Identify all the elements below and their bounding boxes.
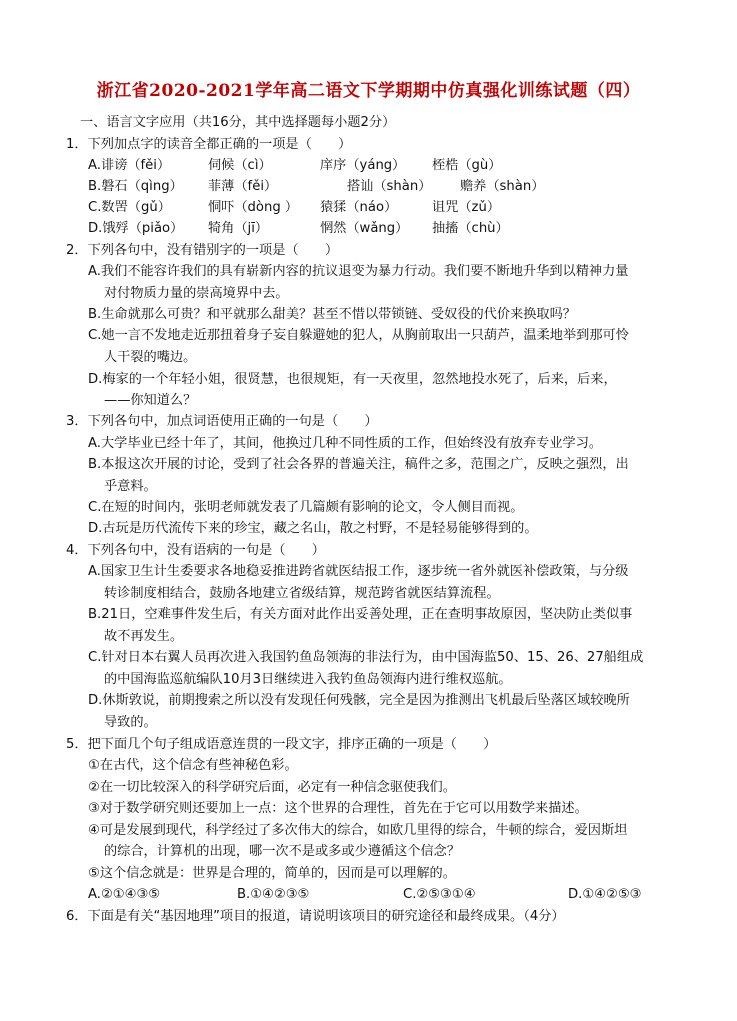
q4-option-a-cont: 转诊制度相结合，鼓励各地建立省级结算，规范跨省就医结算流程。	[104, 586, 500, 601]
q1-option: 惘然（wǎng）	[320, 221, 409, 236]
section-heading: 一、语言文字应用（共16分，其中选择题每小题2分）	[80, 115, 396, 130]
question-4-stem: 4．下列各句中，没有语病的一句是（ ）	[66, 543, 325, 558]
q5-sentence-1: ①在古代，这个信念有些神秘色彩。	[88, 758, 298, 773]
q1-option: 犄角（jī）	[208, 221, 269, 236]
q5-option-c: C.②⑤③①④	[403, 887, 476, 902]
q2-option-c-cont: 人干裂的嘴边。	[104, 350, 197, 365]
question-6-stem: 6．下面是有关“基因地理”项目的报道，请说明该项目的研究途径和最终成果。（4分）	[66, 909, 565, 924]
question-3-stem: 3．下列各句中，加点词语使用正确的一句是（ ）	[66, 414, 378, 429]
q1-option: 伺候（cì）	[208, 158, 272, 173]
q4-option-c: C.针对日本右翼人员再次进入我国钓鱼岛领海的非法行为，由中国海监50、15、26、27船组成	[88, 650, 644, 665]
q2-option-a: A.我们不能容许我们的具有崭新内容的抗议退变为暴力行动。我们要不断地升华到以精神力量	[88, 264, 629, 279]
q1-option: 赡养（shàn）	[460, 179, 545, 194]
q5-option-a: A.②①④③⑤	[88, 887, 161, 902]
q3-option-c: C.在短的时间内，张明老师就发表了几篇颇有影响的论文，令人侧目而视。	[88, 500, 524, 515]
q2-option-d-cont: ——你知道么？	[104, 393, 197, 408]
q1-option: A.诽谤（fěi）	[88, 158, 171, 173]
page-title: 浙江省2020-2021学年高二语文下学期期中仿真强化训练试题（四）	[96, 81, 641, 101]
q5-sentence-4: ④可是发展到现代，科学经过了多次伟大的综合，如欧几里得的综合，牛顿的综合，爱因斯坦	[88, 823, 628, 838]
q5-option-d: D.①④②⑤③	[568, 887, 642, 902]
q1-option: 桎梏（gù）	[432, 158, 502, 173]
q5-option-b: B.①④②③⑤	[237, 887, 310, 902]
q4-option-c-cont: 的中国海监巡航编队10月3日继续进入我钓鱼岛领海内进行维权巡航。	[104, 672, 512, 687]
q4-option-d-cont: 导致的。	[104, 715, 157, 730]
q5-sentence-3: ③对于数学研究则还要加上一点：这个世界的合理性，首先在于它可以用数学来描述。	[88, 801, 588, 816]
q5-sentence-5: ⑤这个信念就是：世界是合理的，简单的，因而是可以理解的。	[88, 866, 456, 881]
q3-option-b-cont: 乎意料。	[104, 479, 157, 494]
q3-option-d: D.古玩是历代流传下来的珍宝，藏之名山，散之村野，不是轻易能够得到的。	[88, 521, 538, 536]
q1-option: B.磐石（qìng）	[88, 179, 183, 194]
q1-option: 猿猱（náo）	[320, 200, 398, 215]
question-1-stem: 1．下列加点字的读音全都正确的一项是（ ）	[66, 137, 352, 152]
q3-option-b: B.本报这次开展的讨论，受到了社会各界的普遍关注，稿件之多，范围之广，反映之强烈，出	[88, 457, 629, 472]
q1-option: 抽搐（chù）	[432, 221, 509, 236]
q3-option-a: A.大学毕业已经十年了，其间，他换过几种不同性质的工作，但始终没有放弃专业学习。	[88, 436, 603, 451]
q4-option-b: B.21日，空难事件发生后，有关方面对此作出妥善处理，正在查明事故原因，坚决防止类似事	[88, 607, 633, 622]
q1-option: 菲薄（fěi）	[208, 179, 278, 194]
q1-option: D.饿殍（piǎo）	[88, 221, 184, 236]
q1-option: 诅咒（zǔ）	[432, 200, 501, 215]
q1-option: C.数罟（gǔ）	[88, 200, 171, 215]
q1-option: 庠序（yáng）	[320, 158, 406, 173]
question-2-stem: 2．下列各句中，没有错别字的一项是（ ）	[66, 243, 339, 258]
question-5-stem: 5．把下面几个句子组成语意连贯的一段文字，排序正确的一项是（ ）	[66, 737, 497, 752]
q5-sentence-4-cont: 的综合，计算机的出现，哪一次不是或多或少遵循这个信念？	[104, 844, 461, 859]
q2-option-d: D.梅家的一个年轻小姐，很贤慧，也很规矩，有一天夜里，忽然地投水死了，后来，后来，	[88, 372, 617, 387]
q5-sentence-2: ②在一切比较深入的科学研究后面，必定有一种信念驱使我们。	[88, 780, 456, 795]
q1-option: 恫吓（dòng ）	[208, 200, 299, 215]
q1-option: 搭讪（shàn）	[347, 179, 432, 194]
q2-option-a-cont: 对付物质力量的崇高境界中去。	[104, 286, 289, 301]
q2-option-c: C.她一言不发地走近那扭着身子妄自躲避她的犯人，从胸前取出一只葫芦，温柔地举到那可怜	[88, 328, 629, 343]
q2-option-b: B.生命就那么可贵？和平就那么甜美？甚至不惜以带锁链、受奴役的代价来换取吗？	[88, 307, 576, 322]
q4-option-a: A.国家卫生计生委要求各地稳妥推进跨省就医结报工作，逐步统一省外就医补偿政策，与分级	[88, 564, 629, 579]
q4-option-b-cont: 故不再发生。	[104, 629, 184, 644]
q4-option-d: D.休斯敦说，前期搜索之所以没有发现任何残骸，完全是因为推测出飞机最后坠落区域较晚所	[88, 693, 630, 708]
